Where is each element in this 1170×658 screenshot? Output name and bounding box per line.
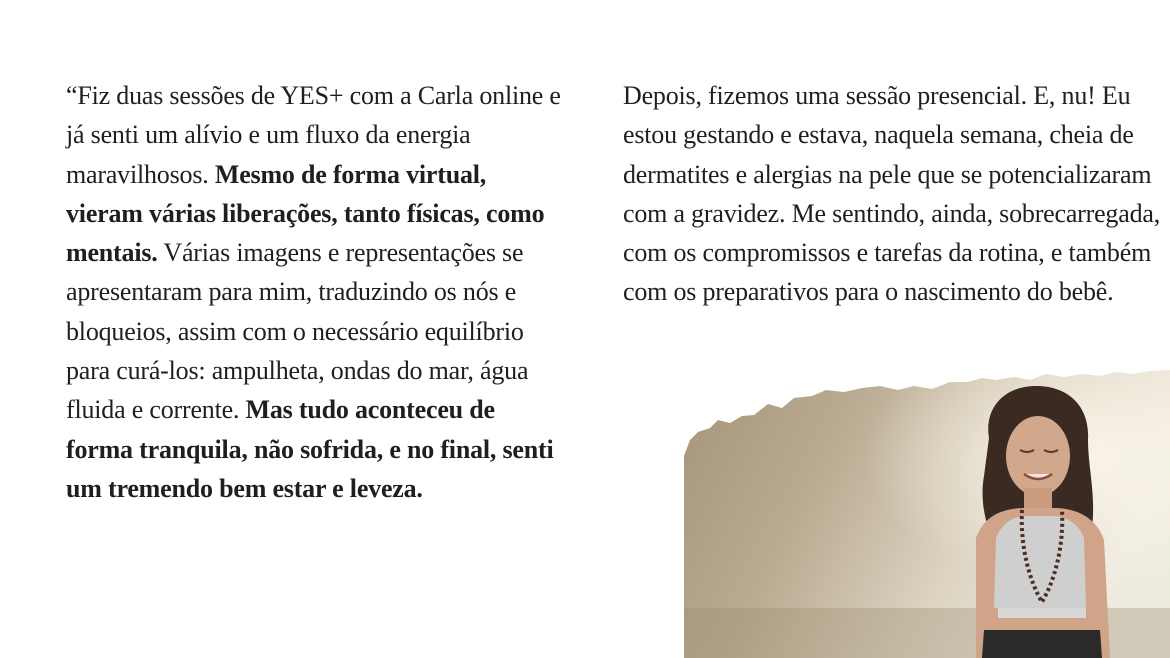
left-text-segment-3: Várias imagens e representações se apresentaram para mim, traduzindo os nós e bloqueios, assim com o necessário equilíbrio para curá-los: ampulheta, ondas do mar, água fluida e corrente.: [66, 238, 529, 425]
testimonial-right-paragraph: Depois, fizemos uma sessão presencial. E, nu! Eu estou gestando e estava, naquela semana, cheia de dermatites e alergias na pele que se potencializaram com a gravidez. Me sentindo, ainda, sobrecarregada, com os compromissos e tarefas da rotina, e também com os preparativos para o nascimento do bebê.: [623, 81, 1161, 307]
testimonial-left-paragraph: [66, 76, 566, 508]
torn-edge-photo: [684, 368, 1170, 658]
left-text-segment-1: “Fiz duas sessões de YES+ com a Carla online e já senti um alívio e um fluxo da energia maravilhosos.: [66, 81, 561, 189]
left-text-segment-2-bold: Mesmo de forma virtual, vieram várias liberações, tanto físicas, como mentais.: [66, 159, 545, 268]
left-text-segment-4-bold: Mas tudo aconteceu de forma tranquila, não sofrida, e no final, senti um tremendo bem estar e leveza.: [66, 395, 554, 503]
